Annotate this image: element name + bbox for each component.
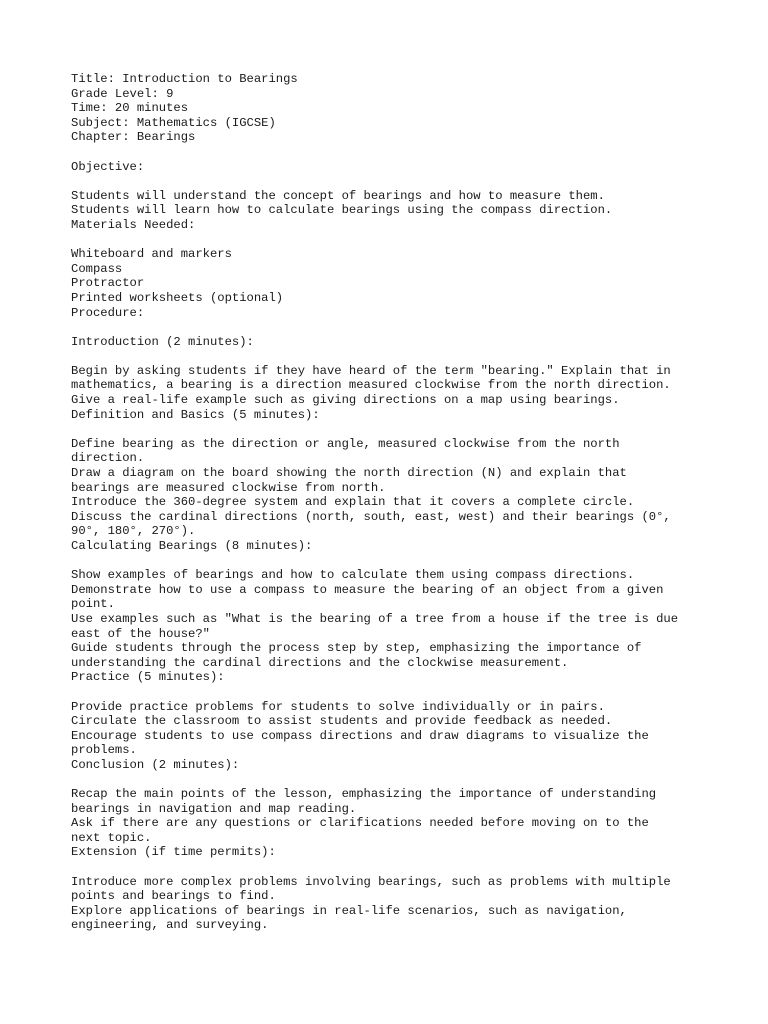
practice-line: Circulate the classroom to assist students and provide feedback as needed. [71,714,613,729]
lesson-title: Title: Introduction to Bearings [71,72,298,86]
objective-line: Students will understand the concept of bearings and how to measure them. [71,188,605,203]
objective-line: Students will learn how to calculate bearings using the compass direction. [71,203,613,218]
definition-line: Draw a diagram on the board showing the north direction (N) and explain that [71,466,627,481]
extension-line: points and bearings to find. [71,889,276,904]
procedure-heading: Procedure: [71,305,145,320]
practice-heading: Practice (5 minutes): [71,670,225,685]
introduction-line: mathematics, a bearing is a direction measured clockwise from the north direction. [71,378,671,393]
extension-heading: Extension (if time permits): [71,845,276,860]
extension-line: engineering, and surveying. [71,918,269,933]
chapter: Chapter: Bearings [71,130,196,145]
subject: Subject: Mathematics (IGCSE) [71,115,276,130]
introduction-line: Give a real-life example such as giving directions on a map using bearings. [71,393,620,408]
calculating-line: point. [71,597,115,612]
grade-level: Grade Level: 9 [71,86,174,101]
spacer [71,320,751,335]
spacer [71,174,751,189]
calculating-line: Demonstrate how to use a compass to measure the bearing of an object from a given [71,582,664,597]
calculating-line: understanding the cardinal directions and the clockwise measurement. [71,655,569,670]
conclusion-heading: Conclusion (2 minutes): [71,757,240,772]
practice-line: problems. [71,743,137,758]
conclusion-line: Recap the main points of the lesson, emphasizing the importance of understanding [71,787,657,802]
practice-line: Encourage students to use compass directions and draw diagrams to visualize the [71,728,649,743]
calculating-line: east of the house?" [71,626,210,641]
calculating-line: Use examples such as "What is the bearing of a tree from a house if the tree is due [71,611,679,626]
conclusion-line: bearings in navigation and map reading. [71,801,357,816]
lesson-time: Time: 20 minutes [71,101,189,116]
definition-line: direction. [71,451,145,466]
practice-line: Provide practice problems for students to solve individually or in pairs. [71,699,605,714]
spacer [71,145,751,160]
materials-item: Protractor [71,276,145,291]
calculating-line: Guide students through the process step by step, emphasizing the importance of [71,641,642,656]
spacer [71,233,751,248]
spacer [71,860,751,875]
materials-heading: Materials Needed: [71,217,196,232]
definition-line: 90°, 180°, 270°). [71,524,196,539]
definition-line: Discuss the cardinal directions (north, south, east, west) and their bearings (0°, [71,509,671,524]
materials-item: Whiteboard and markers [71,247,232,262]
conclusion-line: next topic. [71,830,152,845]
definition-line: bearings are measured clockwise from north. [71,480,386,495]
introduction-line: Begin by asking students if they have heard of the term "bearing." Explain that in [71,363,671,378]
conclusion-line: Ask if there are any questions or clarifications needed before moving on to the [71,816,649,831]
introduction-heading: Introduction (2 minutes): [71,334,254,349]
spacer [71,422,751,437]
lesson-plan-document [71,72,751,933]
extension-line: Introduce more complex problems involving bearings, such as problems with multiple [71,874,671,889]
definition-line: Define bearing as the direction or angle, measured clockwise from the north [71,436,620,451]
materials-item: Compass [71,261,123,276]
materials-item: Printed worksheets (optional) [71,290,284,305]
calculating-heading: Calculating Bearings (8 minutes): [71,539,313,553]
spacer [71,685,751,700]
calculating-line: Show examples of bearings and how to calculate them using compass directions. [71,568,635,583]
definition-line: Introduce the 360-degree system and explain that it covers a complete circle. [71,495,635,510]
extension-line: Explore applications of bearings in real-life scenarios, such as navigation, [71,903,627,918]
spacer [71,773,751,788]
objective-heading: Objective: [71,159,145,174]
spacer [71,349,751,364]
spacer [71,554,751,569]
definition-heading: Definition and Basics (5 minutes): [71,407,320,422]
